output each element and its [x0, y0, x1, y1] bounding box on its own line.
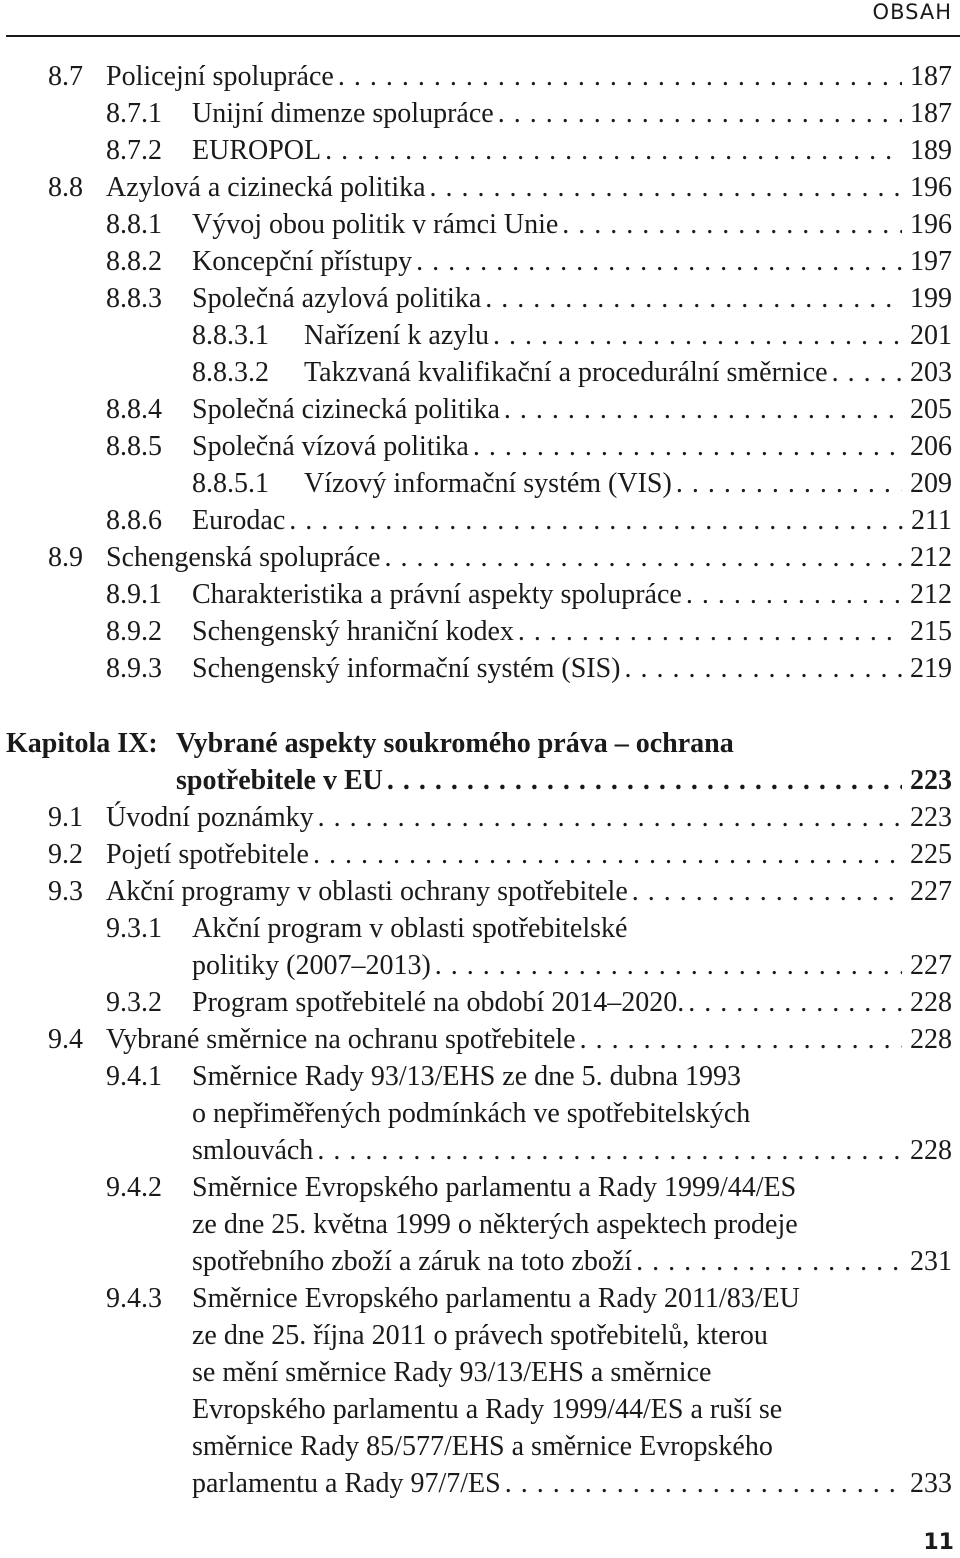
toc-number: 8.8.1	[106, 209, 162, 240]
toc-page-number: 211	[911, 505, 952, 536]
toc-number: 8.8.4	[106, 394, 162, 425]
toc-page-number: 228	[910, 1135, 952, 1166]
toc-page-number: 212	[910, 579, 952, 610]
toc-number: 8.8.5.1	[192, 468, 269, 499]
toc-line	[0, 317, 960, 354]
toc-entry[interactable]	[0, 799, 960, 836]
toc-number: 9.3	[48, 876, 83, 907]
toc-line	[0, 1391, 960, 1428]
toc-entry[interactable]	[0, 354, 960, 391]
toc-title-line: Vízový informační systém (VIS)	[304, 468, 672, 499]
page-number: 11	[923, 1530, 954, 1555]
toc-line	[0, 502, 960, 539]
toc-title-line: Společná cizinecká politika	[192, 394, 500, 425]
toc-page-number: 212	[910, 542, 952, 573]
toc-line	[0, 1095, 960, 1132]
dot-leader	[383, 762, 902, 799]
dot-leader	[576, 1021, 902, 1058]
dot-leader	[412, 243, 902, 280]
toc-page-number: 231	[910, 1246, 952, 1277]
dot-leader	[684, 984, 902, 1021]
toc-number: 9.4.2	[106, 1172, 162, 1203]
dot-leader	[672, 465, 902, 502]
toc-line	[0, 428, 960, 465]
toc-page-number: 219	[910, 653, 952, 684]
toc-entry[interactable]	[0, 984, 960, 1021]
toc-entry[interactable]	[0, 836, 960, 873]
toc-number: 8.9.2	[106, 616, 162, 647]
toc-page-number: 233	[910, 1468, 952, 1499]
toc-page-number: 227	[910, 876, 952, 907]
toc-page-number: 205	[910, 394, 952, 425]
toc-title-line: směrnice Rady 85/577/EHS a směrnice Evropského	[192, 1431, 773, 1462]
table-of-contents	[0, 58, 960, 1502]
toc-entry[interactable]	[0, 132, 960, 169]
toc-number: 8.8	[48, 172, 83, 203]
dot-leader	[380, 539, 902, 576]
toc-entry[interactable]	[0, 1169, 960, 1280]
toc-title-line: ze dne 25. října 2011 o právech spotřebitelů, kterou	[192, 1320, 768, 1351]
toc-line	[0, 132, 960, 169]
toc-page-number: 201	[910, 320, 952, 351]
toc-line	[0, 1280, 960, 1317]
toc-number: 8.8.6	[106, 505, 162, 536]
toc-page-number: 227	[910, 950, 952, 981]
toc-line	[0, 725, 960, 762]
toc-line	[0, 947, 960, 984]
toc-line	[0, 650, 960, 687]
toc-line	[0, 1132, 960, 1169]
toc-number: 8.8.3	[106, 283, 162, 314]
toc-title-line: Směrnice Evropského parlamentu a Rady 2011/83/EU	[192, 1283, 800, 1314]
toc-line	[0, 762, 960, 799]
toc-number: 8.8.3.1	[192, 320, 269, 351]
toc-entry[interactable]	[0, 391, 960, 428]
toc-page-number: 215	[910, 616, 952, 647]
toc-line	[0, 169, 960, 206]
dot-leader	[314, 799, 902, 836]
toc-title-line: Směrnice Evropského parlamentu a Rady 1999/44/ES	[192, 1172, 797, 1203]
toc-entry[interactable]	[0, 465, 960, 502]
dot-leader	[632, 1243, 902, 1280]
toc-line	[0, 354, 960, 391]
toc-entry[interactable]	[0, 169, 960, 206]
dot-leader	[334, 58, 902, 95]
toc-line	[0, 1169, 960, 1206]
toc-chapter-heading[interactable]	[0, 725, 960, 799]
dot-leader	[828, 354, 902, 391]
toc-line	[0, 539, 960, 576]
toc-line	[0, 465, 960, 502]
toc-line	[0, 799, 960, 836]
toc-entry[interactable]	[0, 95, 960, 132]
toc-entry[interactable]	[0, 1058, 960, 1169]
toc-line	[0, 1428, 960, 1465]
toc-title-line: Schengenský informační systém (SIS)	[192, 653, 621, 684]
toc-title-line: Takzvaná kvalifikační a procedurální směrnice	[304, 357, 828, 388]
toc-page-number: 223	[910, 765, 952, 796]
toc-line	[0, 1021, 960, 1058]
toc-title-line: se mění směrnice Rady 93/13/EHS a směrnice	[192, 1357, 712, 1388]
toc-title-line: politiky (2007–2013)	[192, 950, 431, 981]
toc-line	[0, 1354, 960, 1391]
toc-title-line: Schengenská spolupráce	[106, 542, 381, 573]
toc-title-line: Charakteristika a právní aspekty spolupráce	[192, 579, 682, 610]
toc-number: 9.4	[48, 1024, 83, 1055]
toc-title-line: o nepřiměřených podmínkách ve spotřebitelských	[192, 1098, 751, 1129]
toc-entry[interactable]	[0, 317, 960, 354]
dot-leader	[500, 391, 902, 428]
header-label: OBSAH	[872, 0, 952, 24]
toc-title-line: Program spotřebitelé na období 2014–2020.	[192, 987, 685, 1018]
toc-title-line: Nařízení k azylu	[304, 320, 490, 351]
toc-line	[0, 1465, 960, 1502]
toc-number: 9.4.3	[106, 1283, 162, 1314]
toc-number: 8.9	[48, 542, 83, 573]
toc-page-number: 228	[910, 987, 952, 1018]
dot-leader	[469, 428, 902, 465]
dot-leader	[426, 169, 902, 206]
toc-title-line: Policejní spolupráce	[106, 61, 334, 92]
dot-leader	[514, 613, 902, 650]
toc-entry[interactable]	[0, 502, 960, 539]
toc-number: Kapitola IX:	[6, 728, 158, 759]
toc-entry[interactable]	[0, 910, 960, 984]
toc-title-line: Schengenský hraniční kodex	[192, 616, 514, 647]
toc-entry[interactable]	[0, 576, 960, 613]
toc-page-number: 209	[910, 468, 952, 499]
header-rule	[6, 35, 960, 37]
toc-line	[0, 613, 960, 650]
toc-number: 8.7	[48, 61, 83, 92]
toc-line	[0, 873, 960, 910]
toc-number: 8.8.3.2	[192, 357, 269, 388]
toc-title-line: EUROPOL	[192, 135, 322, 166]
dot-leader	[285, 502, 903, 539]
toc-page-number: 228	[910, 1024, 952, 1055]
dot-leader	[431, 947, 902, 984]
toc-page-number: 206	[910, 431, 952, 462]
toc-line	[0, 576, 960, 613]
toc-number: 8.7.1	[106, 98, 162, 129]
toc-entry[interactable]	[0, 280, 960, 317]
toc-number: 9.4.1	[106, 1061, 162, 1092]
toc-page-number: 196	[910, 172, 952, 203]
toc-line	[0, 910, 960, 947]
toc-line	[0, 1243, 960, 1280]
toc-page-number: 197	[910, 246, 952, 277]
toc-entry[interactable]	[0, 539, 960, 576]
toc-page-number: 203	[910, 357, 952, 388]
toc-line	[0, 836, 960, 873]
toc-line	[0, 95, 960, 132]
toc-line	[0, 1058, 960, 1095]
dot-leader	[682, 576, 902, 613]
toc-page-number: 225	[910, 839, 952, 870]
toc-title-line: parlamentu a Rady 97/7/ES	[192, 1468, 501, 1499]
dot-leader	[628, 873, 902, 910]
toc-title-line: Vybrané aspekty soukromého práva – ochrana	[176, 728, 734, 759]
toc-entry[interactable]	[0, 206, 960, 243]
toc-line	[0, 280, 960, 317]
toc-entry[interactable]	[0, 613, 960, 650]
toc-title-line: Společná vízová politika	[192, 431, 469, 462]
toc-title-line: Akční program v oblasti spotřebitelské	[192, 913, 628, 944]
toc-line	[0, 1206, 960, 1243]
dot-leader	[489, 317, 902, 354]
toc-page-number: 187	[910, 61, 952, 92]
toc-title-line: Evropského parlamentu a Rady 1999/44/ES a ruší se	[192, 1394, 783, 1425]
toc-entry[interactable]	[0, 1280, 960, 1502]
toc-entry[interactable]	[0, 243, 960, 280]
toc-page-number: 196	[910, 209, 952, 240]
toc-number: 9.1	[48, 802, 83, 833]
toc-title-line: Koncepční přístupy	[192, 246, 413, 277]
toc-number: 8.9.1	[106, 579, 162, 610]
toc-title-line: Vývoj obou politik v rámci Unie	[192, 209, 559, 240]
toc-title-line: Unijní dimenze spolupráce	[192, 98, 494, 129]
toc-page-number: 189	[910, 135, 952, 166]
toc-title-line: Akční programy v oblasti ochrany spotřebitele	[106, 876, 628, 907]
toc-title-line: Směrnice Rady 93/13/EHS ze dne 5. dubna 1993	[192, 1061, 742, 1092]
toc-line	[0, 243, 960, 280]
toc-title-line: Společná azylová politika	[192, 283, 482, 314]
toc-entry[interactable]	[0, 650, 960, 687]
toc-line	[0, 391, 960, 428]
dot-leader	[501, 1465, 902, 1502]
toc-entry[interactable]	[0, 428, 960, 465]
dot-leader	[621, 650, 903, 687]
toc-number: 9.3.2	[106, 987, 162, 1018]
toc-title-line: Úvodní poznámky	[106, 802, 314, 833]
dot-leader	[313, 1132, 902, 1169]
toc-title-line: spotřebního zboží a záruk na toto zboží	[192, 1246, 633, 1277]
dot-leader	[481, 280, 902, 317]
toc-line	[0, 1317, 960, 1354]
dot-leader	[309, 836, 902, 873]
dot-leader	[494, 95, 902, 132]
toc-title-line: Azylová a cizinecká politika	[106, 172, 426, 203]
toc-line	[0, 206, 960, 243]
toc-title-line: Pojetí spotřebitele	[106, 839, 309, 870]
dot-leader	[321, 132, 902, 169]
toc-number: 8.8.2	[106, 246, 162, 277]
toc-title-line: Vybrané směrnice na ochranu spotřebitele	[106, 1024, 576, 1055]
toc-number: 8.9.3	[106, 653, 162, 684]
toc-number: 8.8.5	[106, 431, 162, 462]
toc-title-line: ze dne 25. května 1999 o některých aspektech prodeje	[192, 1209, 798, 1240]
toc-page-number: 223	[910, 802, 952, 833]
toc-entry[interactable]	[0, 1021, 960, 1058]
toc-line	[0, 58, 960, 95]
toc-entry[interactable]	[0, 58, 960, 95]
toc-entry[interactable]	[0, 873, 960, 910]
toc-title-line: spotřebitele v EU	[176, 765, 383, 796]
toc-page-number: 187	[910, 98, 952, 129]
toc-page-number: 199	[910, 283, 952, 314]
toc-title-line: Eurodac	[192, 505, 286, 536]
toc-number: 8.7.2	[106, 135, 162, 166]
toc-number: 9.3.1	[106, 913, 162, 944]
toc-line	[0, 984, 960, 1021]
toc-title-line: smlouvách	[192, 1135, 314, 1166]
toc-number: 9.2	[48, 839, 83, 870]
dot-leader	[558, 206, 902, 243]
